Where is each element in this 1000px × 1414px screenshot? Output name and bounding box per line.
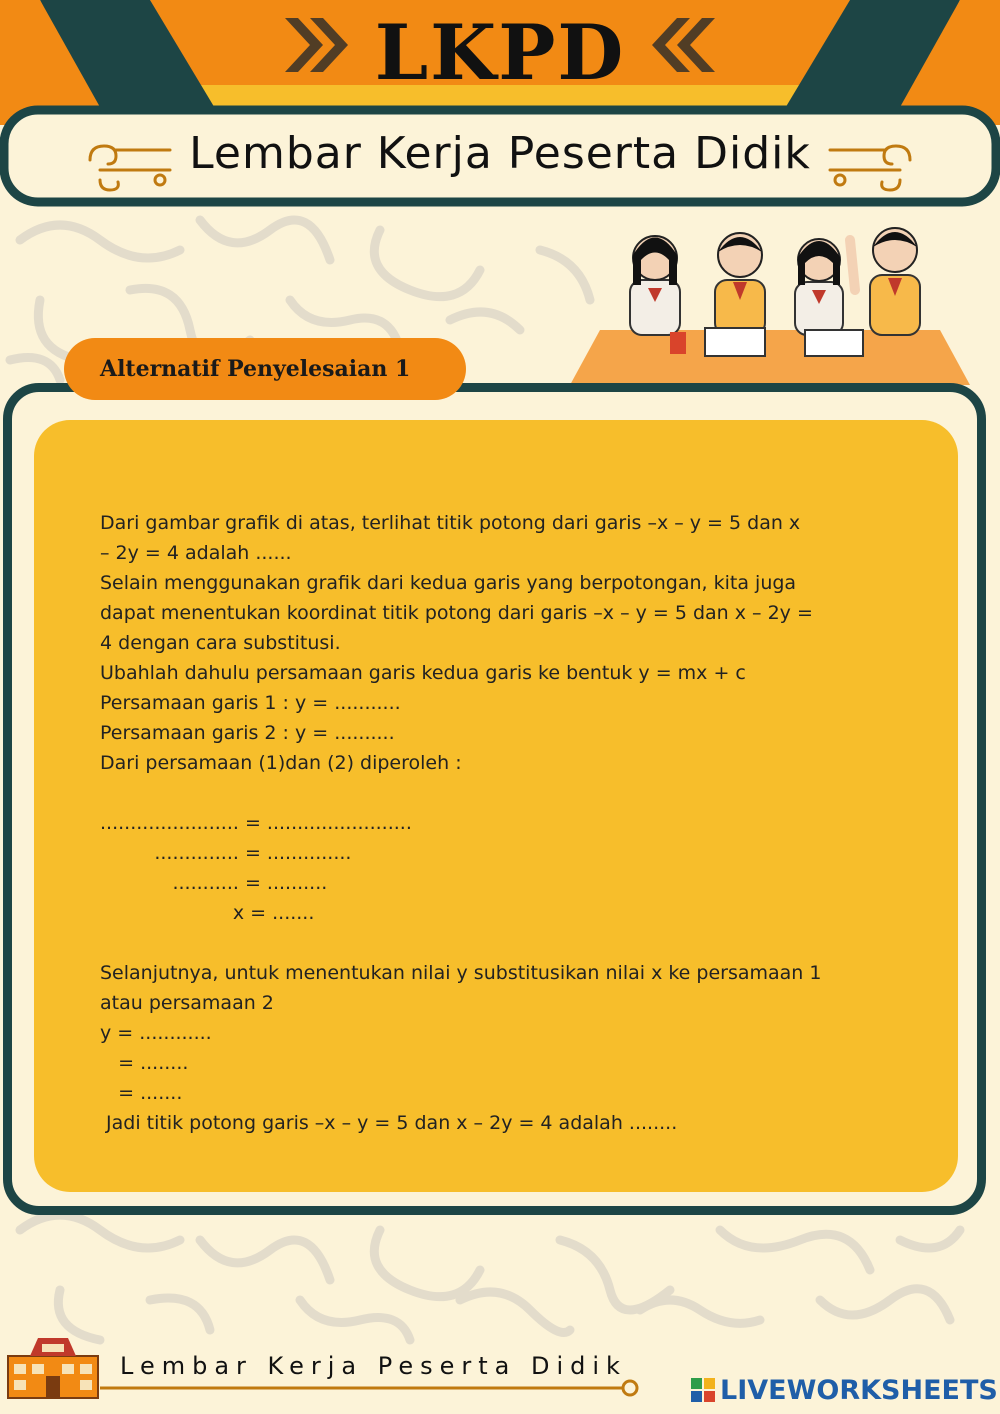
text-line: 4 dengan cara substitusi.: [100, 632, 341, 654]
text-line: Persamaan garis 1 : y = ...........: [100, 692, 401, 714]
school-building-icon: [4, 1334, 102, 1400]
text-line: Persamaan garis 2 : y = ..........: [100, 722, 395, 744]
brand-name: LIVEWORKSHEETS: [720, 1374, 998, 1406]
text-line: = ........: [100, 1052, 189, 1074]
text-line: [100, 778, 880, 808]
text-line: x = .......: [100, 902, 315, 924]
text-line: = .......: [100, 1082, 183, 1104]
text-line: atau persamaan 2: [100, 992, 274, 1014]
text-line: .............. = ..............: [100, 842, 352, 864]
text-line: y = ............: [100, 1022, 212, 1044]
footer-title: Lembar Kerja Peserta Didik: [120, 1352, 627, 1380]
text-line: Ubahlah dahulu persamaan garis kedua garis ke bentuk y = mx + c: [100, 662, 746, 684]
text-line: – 2y = 4 adalah ......: [100, 542, 292, 564]
text-line: ....................... = ........................: [100, 812, 412, 834]
liveworksheets-icon: [690, 1377, 716, 1403]
text-line: Jadi titik potong garis –x – y = 5 dan x – 2y = 4 adalah ........: [100, 1112, 678, 1134]
worksheet-text: [100, 508, 880, 1138]
text-line: [100, 928, 880, 958]
text-line: Dari gambar grafik di atas, terlihat titik potong dari garis –x – y = 5 dan x: [100, 512, 801, 534]
text-line: dapat menentukan koordinat titik potong dari garis –x – y = 5 dan x – 2y =: [100, 602, 813, 624]
text-line: Dari persamaan (1)dan (2) diperoleh :: [100, 752, 462, 774]
section-tab: [64, 338, 466, 400]
page-subtitle: Lembar Kerja Peserta Didik: [189, 128, 811, 179]
section-label: Alternatif Penyelesaian 1: [100, 356, 411, 382]
text-line: Selain menggunakan grafik dari kedua garis yang berpotongan, kita juga: [100, 572, 797, 594]
text-line: Selanjutnya, untuk menentukan nilai y substitusikan nilai x ke persamaan 1: [100, 962, 822, 984]
liveworksheets-logo: [690, 1372, 998, 1408]
text-line: ........... = ..........: [100, 872, 328, 894]
footer-divider: [100, 1378, 640, 1398]
page-title: LKPD: [374, 8, 626, 97]
students-illustration: [570, 210, 970, 385]
